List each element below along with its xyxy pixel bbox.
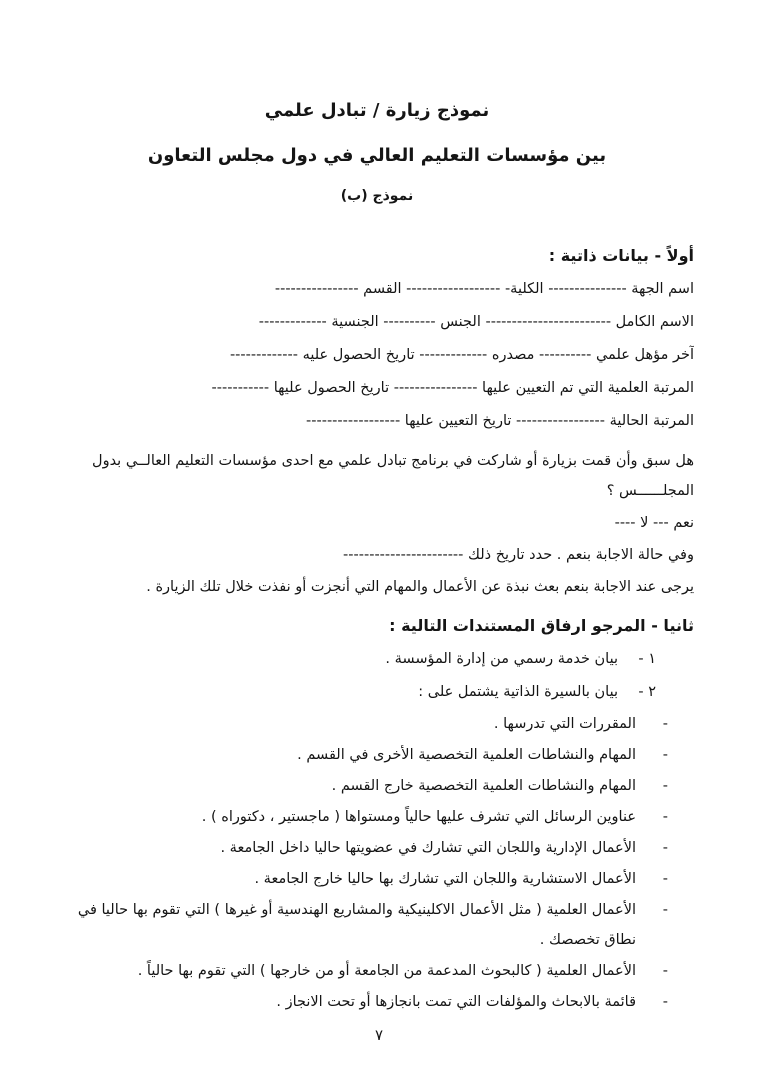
numbered-item-cv-statement [60, 676, 694, 709]
yes-no-line: نعم --- لا ---- [614, 515, 694, 531]
document-header [60, 100, 694, 204]
if-yes-date-line: وفي حالة الاجابة بنعم . حدد تاريخ ذلك ----------------------- [343, 547, 694, 563]
form-line-entity-college-dept: اسم الجهة --------------- الكلية- ------------------ القسم ---------------- [274, 281, 694, 297]
bullet-dash: - [662, 871, 668, 887]
list-item-text: الأعمال الإدارية واللجان التي تشارك في عضويتها حاليا داخل الجامعة . [220, 840, 636, 856]
item-text: بيان خدمة رسمي من إدارة المؤسسة . [385, 651, 618, 667]
list-item-text: المهام والنشاطات العلمية التخصصية خارج القسم . [331, 778, 636, 794]
document-subtitle: بين مؤسسات التعليم العالي في دول مجلس التعاون [147, 145, 607, 166]
list-item-text: المهام والنشاطات العلمية التخصصية الأخرى في القسم . [297, 747, 636, 763]
page-number: ٧ [374, 1026, 384, 1044]
list-item [60, 895, 694, 955]
bullet-dash: - [662, 716, 668, 732]
if-yes-note-line: يرجى عند الاجابة بنعم بعث نبذة عن الأعمال والمهام التي أنجزت أو نفذت خلال تلك الزيارة . [146, 579, 694, 595]
document-title: نموذج زيارة / تبادل علمي [264, 100, 490, 121]
section-attachments [60, 616, 694, 1017]
form-line-name-sex-nationality: الاسم الكامل ------------------------ الجنس ---------- الجنسية ------------- [258, 314, 694, 330]
bullet-dash: - [662, 809, 668, 825]
list-item-text: الأعمال الاستشارية واللجان التي تشارك بها حاليا خارج الجامعة . [254, 871, 636, 887]
list-item [60, 987, 694, 1017]
list-item [60, 802, 694, 832]
form-line-current-rank: المرتبة الحالية ----------------- تاريخ التعيين عليها ------------------ [306, 413, 694, 429]
form-type-label: نموذج (ب) [340, 188, 414, 204]
numbered-item-service-statement [60, 643, 694, 676]
list-item [60, 709, 694, 739]
item-number: ٢ - [638, 684, 656, 700]
list-item-text: الأعمال العلمية ( كالبحوث المدعمة من الجامعة أو من خارجها ) التي تقوم بها حالياً . [137, 963, 636, 979]
bullet-dash: - [662, 778, 668, 794]
item-number: ١ - [638, 651, 656, 667]
list-item [60, 864, 694, 894]
prior-visit-question: هل سبق وأن قمت بزيارة أو شاركت في برنامج تبادل علمي مع احدى مؤسسات التعليم العالــي بدول المجلــــــس ؟ [92, 453, 694, 499]
section-personal-data [60, 246, 694, 602]
list-item-text: قائمة بالابحاث والمؤلفات التي تمت بانجازها أو تحت الانجاز . [276, 994, 636, 1010]
form-line-appointed-rank: المرتبة العلمية التي تم التعيين عليها ---------------- تاريخ الحصول عليها ----------- [211, 380, 694, 396]
list-item-text: الأعمال العلمية ( مثل الأعمال الاكلينيكية والمشاريع الهندسية أو غيرها ) التي تقوم بها حاليا في نطاق تخصصك . [77, 902, 636, 948]
list-item-text: المقررات التي تدرسها . [493, 716, 636, 732]
list-item [60, 740, 694, 770]
item-text: بيان بالسيرة الذاتية يشتمل على : [418, 684, 618, 700]
list-item [60, 956, 694, 986]
bullet-dash: - [662, 963, 668, 979]
bullet-dash: - [662, 994, 668, 1010]
form-line-degree-source-date: آخر مؤهل علمي ---------- مصدره ------------- تاريخ الحصول عليه ------------- [229, 347, 694, 363]
section-one-heading: أولاً - بيانات ذاتية : [548, 246, 694, 265]
list-item-text: عناوين الرسائل التي تشرف عليها حالياً ومستواها ( ماجستير ، دكتوراه ) . [201, 809, 636, 825]
list-item [60, 833, 694, 863]
bullet-dash: - [662, 747, 668, 763]
bullet-dash: - [662, 840, 668, 856]
section-two-heading: ثانيا - المرجو ارفاق المستندات التالية : [389, 616, 694, 635]
list-item [60, 771, 694, 801]
bullet-dash: - [662, 902, 668, 918]
